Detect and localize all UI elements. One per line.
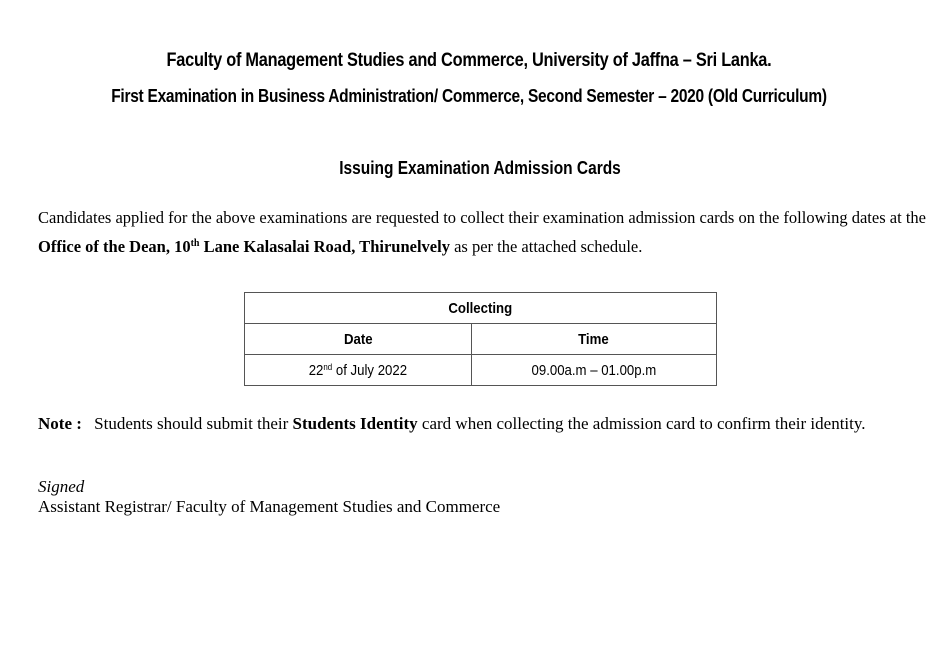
paragraph-text-end: as per the attached schedule.: [449, 237, 643, 256]
collecting-header: Collecting: [245, 293, 717, 324]
date-cell: 22nd of July 2022: [245, 355, 472, 386]
note-text-end: card when collecting the admission card to confirm their identity.: [417, 414, 866, 433]
schedule-table: [244, 292, 717, 386]
time-cell: 09.00a.m – 01.00p.m: [471, 355, 716, 386]
faculty-title: Faculty of Management Studies and Commerce, University of Jaffna – Sri Lanka.: [166, 50, 772, 71]
table-column-header-row: [245, 324, 717, 355]
signed-label: Signed: [38, 477, 85, 496]
exam-title: First Examination in Business Administration/ Commerce, Second Semester – 2020 (Old Curriculum): [111, 86, 827, 106]
date-column-header: Date: [245, 324, 472, 355]
time-column-header: Time: [471, 324, 716, 355]
signatory-title: Assistant Registrar/ Faculty of Management Studies and Commerce: [38, 497, 501, 516]
office-location: Office of the Dean, 10th Lane Kalasalai Road, Thirunelvely: [38, 237, 450, 256]
notice-heading: Issuing Examination Admission Cards: [339, 158, 621, 178]
table-group-header-row: [245, 293, 717, 324]
note-text-start: Students should submit their: [94, 414, 293, 433]
note-label: Note :: [38, 414, 82, 433]
note: [38, 414, 866, 434]
note-bold: Students Identity: [292, 414, 418, 433]
notice-paragraph: [38, 203, 926, 261]
paragraph-text-start: Candidates applied for the above examinations are requested to collect their examination admission cards on the following dates at the: [38, 208, 926, 227]
table-row: [245, 355, 717, 386]
